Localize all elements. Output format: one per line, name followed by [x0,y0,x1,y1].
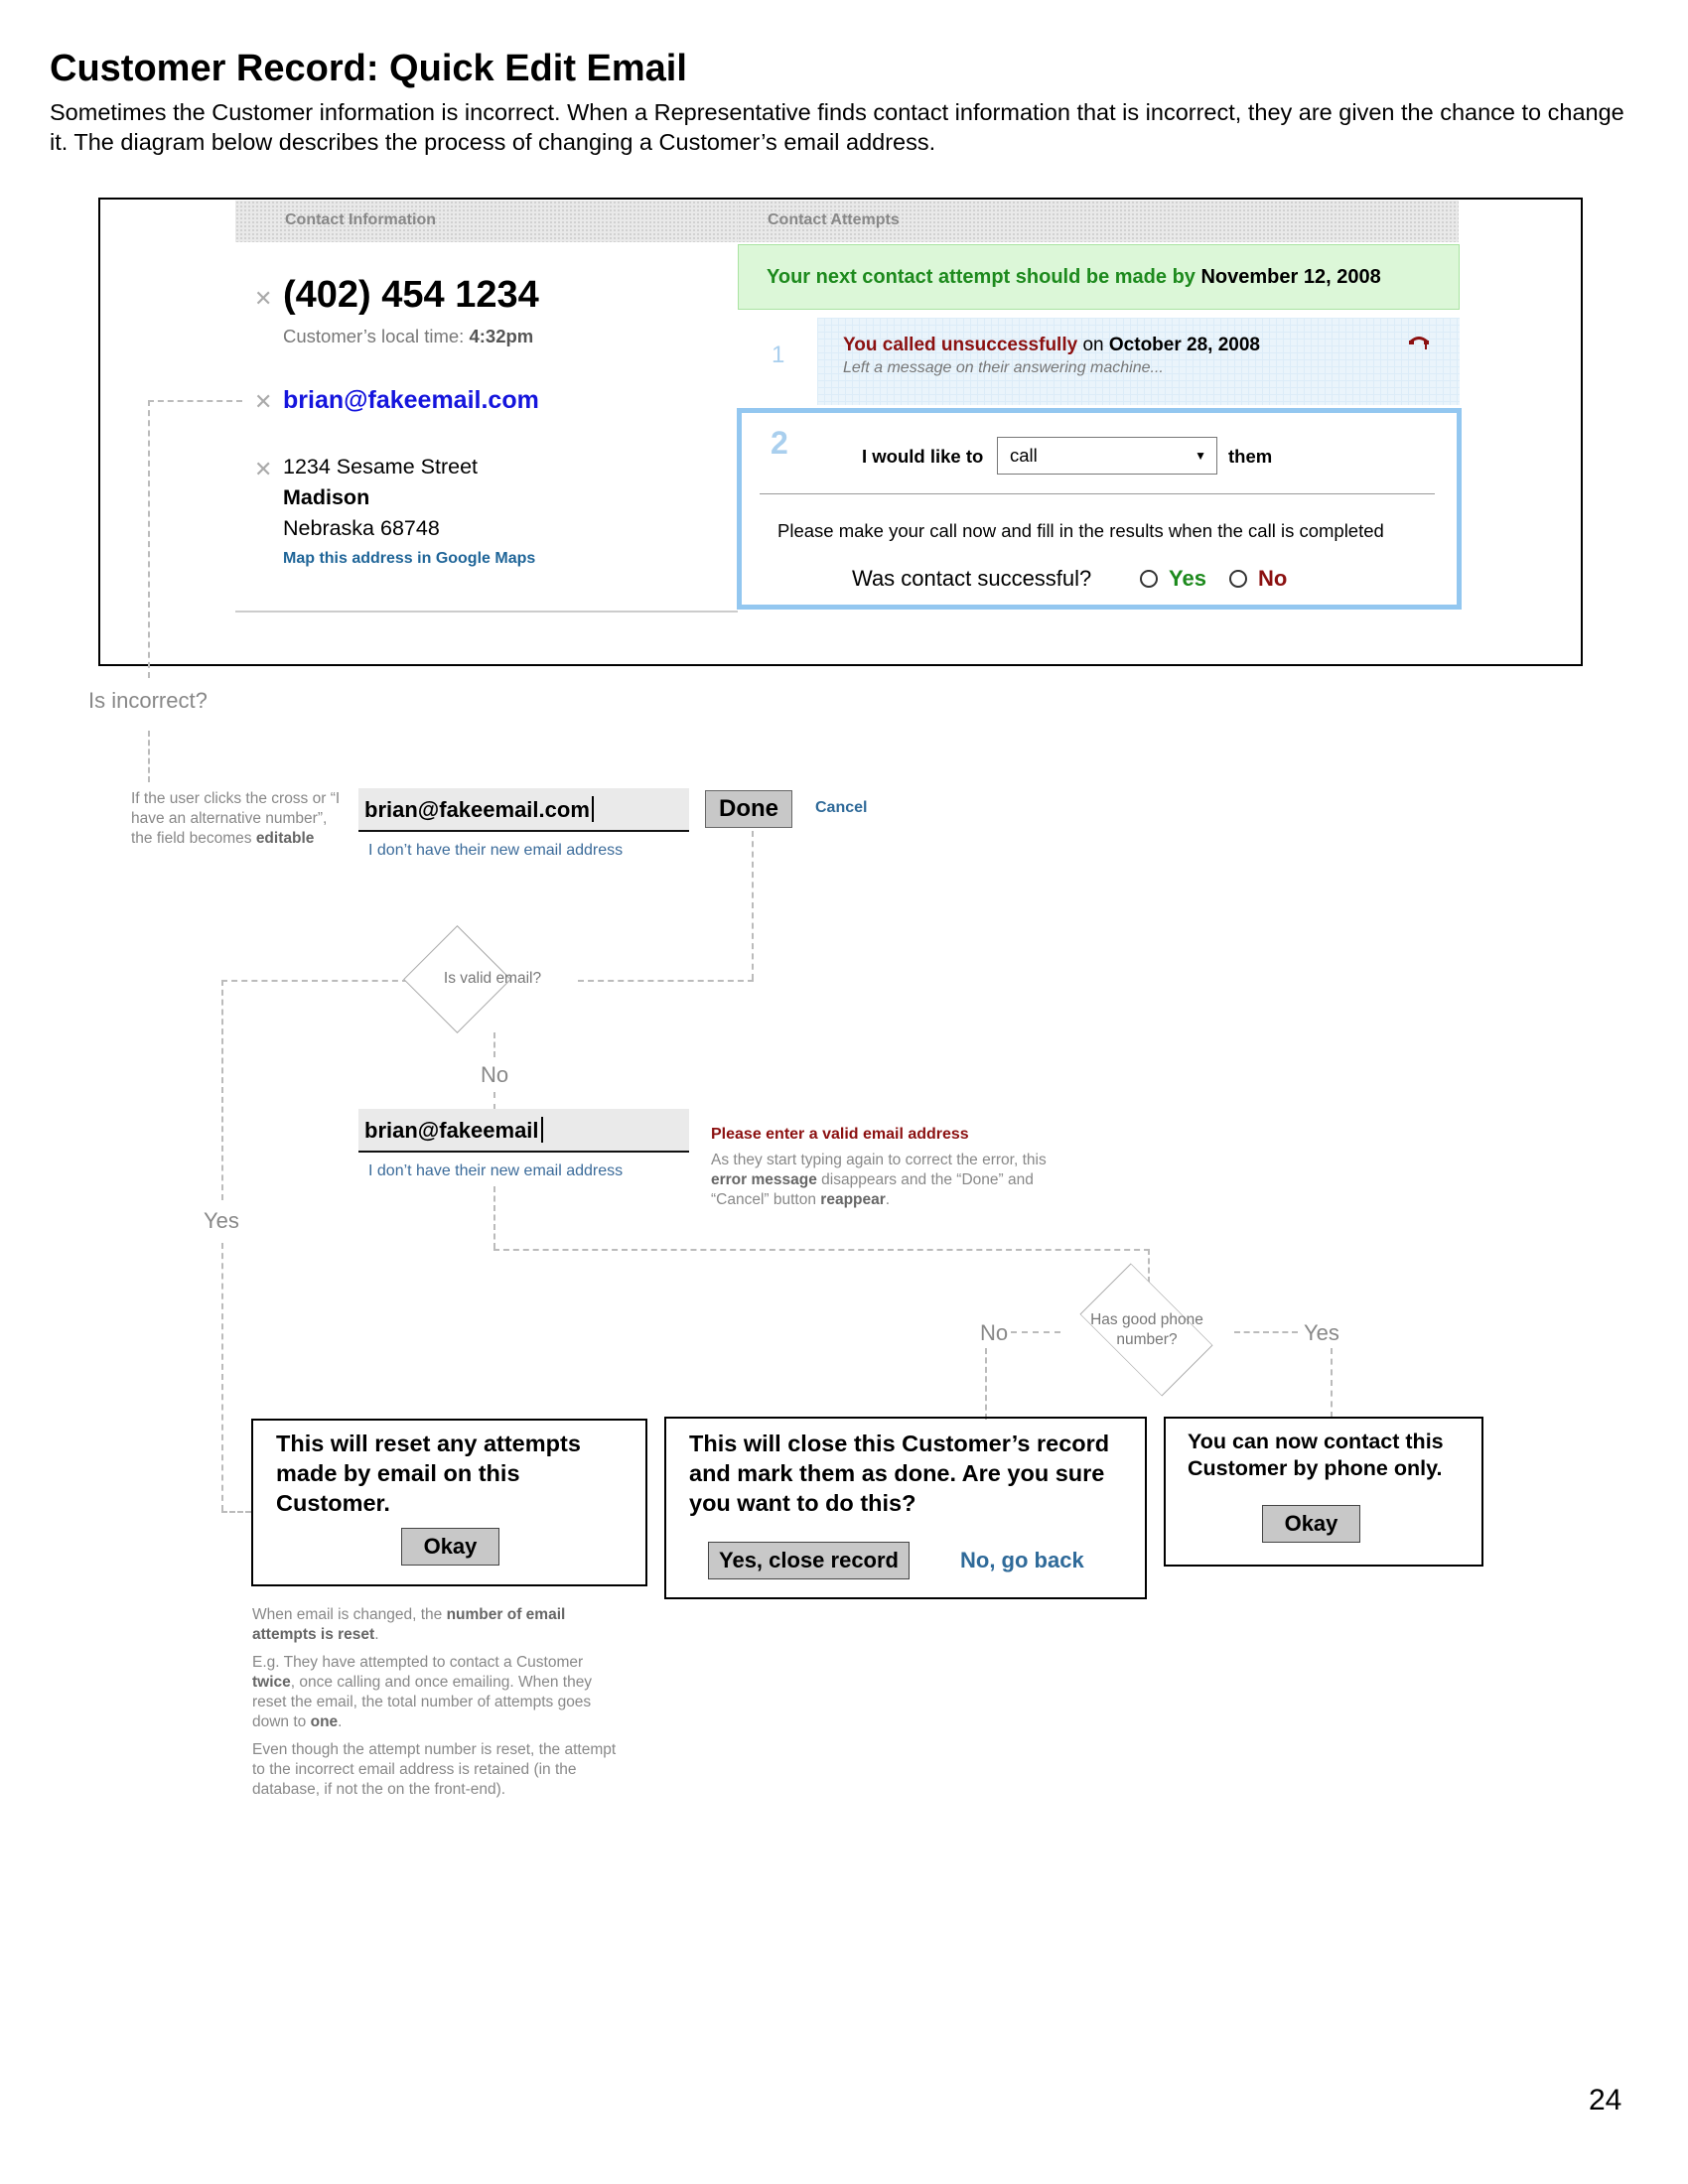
connector [1148,1249,1150,1283]
contact-method-select[interactable]: call ▼ [997,437,1217,475]
close-record-dialog [664,1417,1147,1599]
connector [493,1249,1150,1251]
yes-radio-label[interactable]: Yes [1169,566,1206,591]
address-city: Madison [283,485,370,509]
connector [148,400,150,678]
remove-phone-icon[interactable]: ✕ [254,286,273,311]
reset-notes [252,1605,630,1808]
intro-paragraph: Sometimes the Customer information is incorrect. When a Representative finds contact information that is incorrect, they are given the chance to change it. The diagram below describes the process of changing a Customer’s email address. [50,99,1624,155]
is-incorrect-label: Is incorrect? [88,688,208,713]
no-branch-label: No [481,1062,509,1087]
invalid-email-field[interactable]: brian@fakeemail [358,1109,689,1153]
caret-down-icon: ▼ [1195,449,1206,463]
them-label: them [1228,446,1273,467]
contact-information-header: Contact Information [235,201,738,242]
local-time: Customer’s local time: 4:32pm [283,326,534,346]
note-3: Even though the attempt number is reset, the attempt to the incorrect email address is retained (in the database, if not the on the front-end). [252,1741,617,1798]
call-instruction: Please make your call now and fill in the results when the call is completed [777,520,1384,541]
error-note: As they start typing again to correct the error, this error message disappears and the “Done” and “Cancel” button reappear. [711,1152,1047,1208]
reset-dialog [251,1419,647,1586]
email-edit-field[interactable]: brian@fakeemail.com [358,788,689,832]
phone-no-label: No [980,1320,1009,1345]
contact-question: Was contact successful? [852,566,1092,591]
remove-address-icon[interactable]: ✕ [254,457,273,481]
next-attempt-banner: Your next contact attempt should be made by November 12, 2008 [738,244,1460,310]
connector [493,1186,495,1249]
attempt-1-note: Left a message on their answering machine... [843,359,1164,376]
connector [752,831,754,980]
valid-email-question: Is valid email? [443,970,542,987]
contact-divider [235,611,738,613]
phone-yes-label: Yes [1304,1320,1339,1345]
attempt-2-number: 2 [771,425,788,461]
no-new-email-link[interactable]: I don’t have their new email address [368,842,624,859]
yes-radio[interactable] [1140,570,1158,588]
no-new-email-link[interactable]: I don’t have their new email address [368,1162,624,1179]
page-title: Customer Record: Quick Edit Email [50,48,687,89]
connector [1011,1331,1060,1333]
error-message: Please enter a valid email address [711,1126,969,1143]
map-address-link[interactable]: Map this address in Google Maps [283,550,536,567]
done-button[interactable]: Done [705,790,792,828]
connector [1331,1348,1333,1418]
phone-only-dialog [1164,1417,1483,1567]
connector [578,980,754,982]
phone-only-text: You can now contact this Customer by phone only. [1188,1430,1444,1480]
page-number: 24 [1589,2084,1622,2116]
connector [493,1032,495,1057]
note-2: E.g. They have attempted to contact a Customer twice, once calling and once emailing. When they reset the email, the total number of attempts goes down to one. [252,1654,593,1730]
no-radio[interactable] [1229,570,1247,588]
reset-dialog-text: This will reset any attempts made by email on this Customer. [276,1431,581,1516]
would-like-label: I would like to [862,446,984,467]
yes-branch-label: Yes [204,1208,239,1233]
text-cursor [541,1117,543,1143]
remove-email-icon[interactable]: ✕ [254,389,273,414]
phone-only-okay-button[interactable]: Okay [1262,1505,1360,1543]
phone-number: (402) 454 1234 [283,274,539,316]
connector [148,731,150,782]
connector [148,400,242,402]
text-cursor [592,796,594,822]
contact-attempts-header: Contact Attempts [738,201,1459,242]
connector [985,1348,987,1420]
address-state: Nebraska 68748 [283,516,440,540]
attempt-2-divider [760,493,1435,494]
connector [493,1092,495,1110]
note-1: When email is changed, the number of email attempts is reset. [252,1606,566,1643]
email-address[interactable]: brian@fakeemail.com [283,386,539,414]
connector [221,1243,223,1511]
phone-question: Has good phone number? [1090,1311,1203,1348]
reset-okay-button[interactable]: Okay [401,1528,499,1566]
no-go-back-link[interactable]: No, go back [960,1548,1084,1572]
cancel-link[interactable]: Cancel [815,799,868,816]
attempt-1-number: 1 [772,341,785,368]
yes-close-record-button[interactable]: Yes, close record [708,1542,910,1579]
connector [1234,1331,1298,1333]
address-street: 1234 Sesame Street [283,455,479,478]
attempt-1-status: You called unsuccessfully on October 28, 2008 [843,335,1260,355]
editable-note: If the user clicks the cross or “I have an alternative number”, the field becomes editable [131,790,341,847]
no-radio-label[interactable]: No [1258,566,1288,591]
connector [221,980,408,982]
close-record-text: This will close this Customer’s record and mark them as done. Are you sure you want to do this? [689,1431,1110,1516]
connector [221,980,223,1200]
phone-hangup-icon [1408,334,1430,351]
connector [221,1511,251,1513]
